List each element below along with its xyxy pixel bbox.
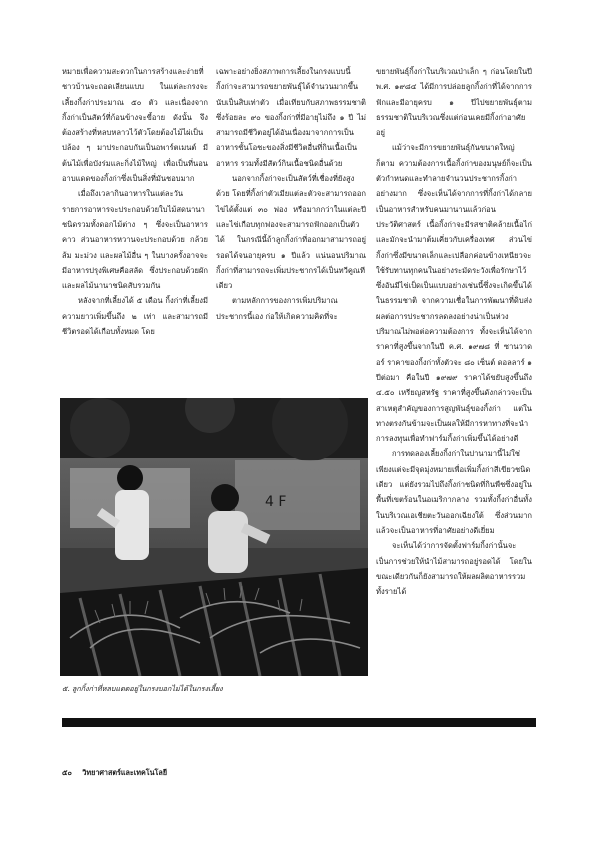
photo-caption: ๕. ลูกกิ้งก่าที่หลบแดดอยู่ในกรงบอกไม่ได้ในกรงเลี้ยง (62, 684, 223, 693)
paragraph: การทดลองเลี้ยงกิ้งก่าในปานามานี้ไม่ใช่เพียงแต่จะมีจุดมุ่งหมายเพื่อเพิ่มกิ้งก่าสีเขียวชนิดเดียว แต่ยังรวมไปถึงกิ้งก่าชนิดที่กินพืชซึ่งอยู่ในพื้นที่เขตร้อนในอเมริกากลาง รวมทั้งกิ้งก่าอื่นทั้งในบริเวณเอเชียตะวันออกเฉียงใต้ ซึ่งส่วนมากแล้วจะเป็นอาหารที่อาศัยอย่างดีเยี่ยม (376, 449, 532, 535)
page-number: ๕๐ (62, 768, 72, 777)
paragraph: นอกจากกิ้งก่าจะเป็นสัตว์ที่เชื่องที่ยังสูงด้วย โดยที่กิ้งก่าตัวเมียแต่ละตัวจะสามารถออกไข่ได้ตั้งแต่ ๓๐ ฟอง หรือมากกว่าในแต่ละปี และไข่เกือบทุกฟองจะสามารถฟักออกเป็นตัวได้ ในกรณีนี้ถ้าลูกกิ้งก่าที่ออกมาสามารถอยู่รอดได้จนอายุครบ ๑ ปีแล้ว แน่นอนปริมาณกิ้งก่าที่สามารถจะเพิ่มประชากรได้เป็นทวีคูณทีเดียว (216, 174, 366, 291)
paragraph: แม้ว่าจะมีการขยายพันธุ์กันขนาดใหญ่ก็ตาม ความต้องการเนื้อกิ้งก่าของมนุษย์ก็จะเป็นตัวกำหนดและทำลายจำนวนประชากรกิ้งก่าอย่างมาก ซึ่งจะเห็นได้จากการที่กิ้งก่าได้กลายเป็นอาหารสำหรับคนมานานแล้วก่อนประวัติศาสตร์ เนื้อกิ้งก่าจะมีรสชาติคล้ายเนื้อไก่ และมักจะนำมาต้มเคี่ยวกับเครื่องเทศ ส่วนไข่กิ้งก่าซึ่งมีขนาดเล็กและเปลือกค่อนข้างเหนียวจะใช้รับทานทุกคนในอย่างระมัดระวังเพื่อรักษาไว้ ซึ่งอันมีไข่เป็ดเป็นแบบอย่างเช่นนี้ซึ่งจะเกิดขึ้นได้ในธรรมชาติ จากความเชื่อในการพัฒนาที่ดิบส่งผลต่อการประชากรลดลงอย่างน่าเป็นห่วง ปริมาณไม่พอต่อความต้องการ ทั้งจะเห็นได้จากราคาที่สูงขึ้นจากในปี ค.ศ. ๑๙๗๘ ที่ ซานวาดอร์ ราคาของกิ้งก่าทั้งตัวจะ ๘๐ เซ็นต์ ดอลลาร์ ๑ ปีต่อมา คือในปี ๑๙๗๙ ราคาได้ขยับสูงขึ้นถึง ๔.๕๐ เหรียญสหรัฐ ราคาที่สูงขึ้นดังกล่าวจะเป็นสาเหตุสำคัญของการสูญพันธุ์ของกิ้งก่า แต่ในทางตรงกันข้ามจะเป็นผลให้มีการหาทางที่จะนำการลงทุนเพื่อทำฟาร์มกิ้งก่าเพิ่มขึ้นได้อย่างดี (376, 143, 532, 444)
paragraph: เมื่อถึงเวลากินอาหารในแต่ละวันรายการอาหารจะประกอบด้วยใบไม้สดนานาชนิดรวมทั้งดอกไม้ต่าง ๆ ซึ่งจะเป็นอาหารคาว ส่วนอาหารหวานจะประกอบด้วย กล้วย ส้ม มะม่วง และผลไม้อื่น ๆ ในบางครั้งอาจจะมีอาหารปรุงพิเศษคือสลัด ซึ่งประกอบด้วยผักและผลไม้นานาชนิดสับรวมกัน (62, 189, 208, 291)
horizontal-rule (62, 718, 536, 727)
magazine-title: วิทยาศาสตร์และเทคโนโลยี (82, 768, 168, 777)
paragraph: ตามหลักการของการเพิ่มปริมาณประชากรนี้เอง ก่อให้เกิดความคิดที่จะ (216, 296, 338, 321)
paragraph: หมายเพื่อความสะดวกในการสร้างและง่ายที่ชาวบ้านจะถอดเลียนแบบ ในแต่ละกรงจะเลี้ยงกิ้งก่าประมาณ ๕๐ ตัว และเนื่องจากกิ้งก่าเป็นสัตว์ที่ก้อนข้างจะขี้อาย ดังนั้น จึงต้องสร้างที่หลบหลาวไว้ตัวโดยต้องไม้ไผ่เป็นปล้อง ๆ มาประกอบกันเป็นอพาร์ตเมนต์ มีต้นไม้เพื่อบังร่มและกิ่งไม้ใหญ่ เพื่อเป็นที่นอนอาบแดดของกิ้งก่าซึ่งเป็นสิ่งที่มันชอบมาก (62, 67, 208, 184)
svg-text:4 F: 4 F (265, 494, 287, 510)
page-footer (62, 768, 175, 779)
photo-illustration (60, 398, 368, 676)
text-column-2 (216, 64, 366, 324)
article-photo (60, 398, 368, 676)
paragraph: ขยายพันธุ์กิ้งก่าในบริเวณป่าเล็ก ๆ ก่อนโดยในปี พ.ศ. ๑๙๘๔ ได้มีการปล่อยลูกกิ้งก่าที่ได้จากการฟักและมีอายุครบ ๑ ปีไปขยายพันธุ์ตามธรรมชาติในบริเวณซึ่งแต่ก่อนเคยมีกิ้งก่าอาศัยอยู่ (376, 67, 532, 138)
paragraph: หลังจากที่เลี้ยงได้ ๕ เดือน กิ้งก่าที่เลี้ยงมีความยาวเพิ่มขึ้นถึง ๒ เท่า และสามารถมีชีวิตรอดได้เกือบทั้งหมด โดย (62, 296, 208, 337)
paragraph: จะเห็นได้ว่าการจัดตั้งฟาร์มกิ้งก่านั้นจะเป็นการช่วยให้นำไม้สามารถอยู่รอดได้ โดยในขณะเดียวกันก็ยังสามารถให้ผลผลิตอาหารรวมทั้งรายได้ (376, 541, 532, 597)
text-column-1 (62, 64, 208, 339)
paragraph: เฉพาะอย่างยิ่งสภาพการเลี้ยงในกรงแบบนี้กิ้งก่าจะสามารถขยายพันธุ์ได้จำนวนมากขึ้นนับเป็นสิบเท่าตัว เมื่อเทียบกับสภาพธรรมชาติซึ่งร้อยละ ๙๐ ของกิ้งก่าที่มีอายุไม่ถึง ๑ ปี ไม่สามารถมีชีวิตอยู่ได้อันเนื่องมาจากการเป็นอาหารชั้นโอชะของสิ่งมีชีวิตอื่นที่กินเนื้อเป็นอาหาร รวมทั้งมีสัตว์กินเนื้อชนิดอื่นด้วย (216, 67, 366, 168)
text-column-3 (376, 64, 532, 732)
